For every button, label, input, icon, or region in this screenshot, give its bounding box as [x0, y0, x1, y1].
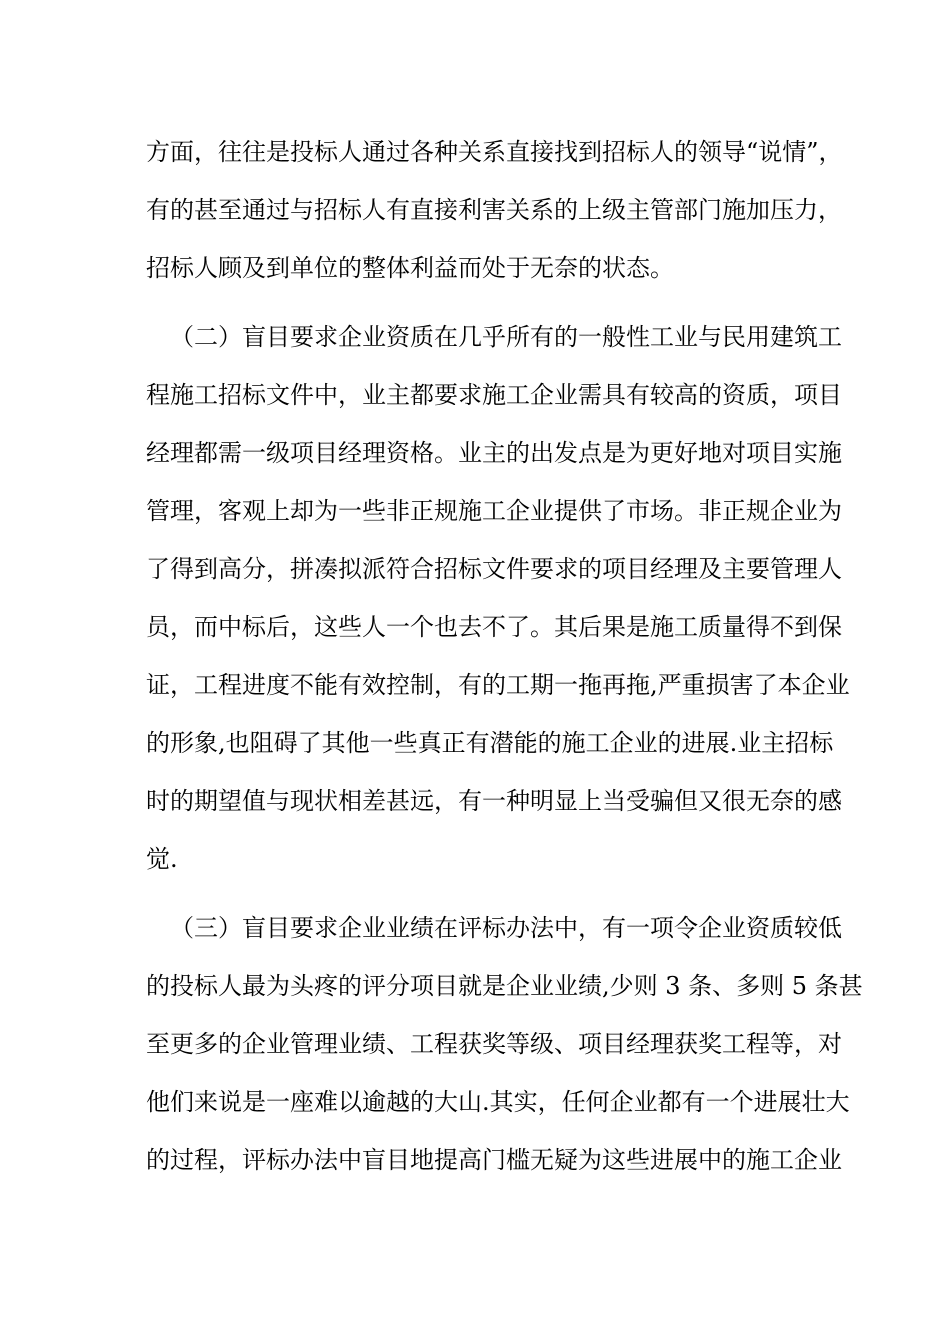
text-line: 了得到高分，拼凑拟派符合招标文件要求的项目经理及主要管理人: [146, 555, 842, 583]
text-line: 的过程，评标办法中盲目地提高门槛无疑为这些进展中的施工企业: [146, 1146, 842, 1174]
text-line: （二）盲目要求企业资质在几乎所有的一般性工业与民用建筑工: [170, 323, 842, 351]
text-line: 招标人顾及到单位的整体利益而处于无奈的状态。: [146, 254, 674, 282]
text-line: 管理，客观上却为一些非正规施工企业提供了市场。非正规企业为: [146, 497, 842, 525]
text-line: 员，而中标后，这些人一个也去不了。其后果是施工质量得不到保: [146, 613, 842, 641]
text-line: 的投标人最为头疼的评分项目就是企业业绩,少则 3 条、多则 5 条甚: [146, 972, 863, 1000]
text-line: （三）盲目要求企业业绩在评标办法中，有一项令企业资质较低: [170, 914, 842, 942]
text-line: 的形象,也阻碍了其他一些真正有潜能的施工企业的进展.业主招标: [146, 729, 834, 757]
text-line: 他们来说是一座难以逾越的大山.其实，任何企业都有一个进展壮大: [146, 1088, 850, 1116]
text-line: 程施工招标文件中，业主都要求施工企业需具有较高的资质，项目: [146, 381, 842, 409]
text-line: 证，工程进度不能有效控制，有的工期一拖再拖,严重损害了本企业: [146, 671, 850, 699]
text-line: 方面，往往是投标人通过各种关系直接找到招标人的领导“说情”，: [146, 138, 843, 166]
text-line: 有的甚至通过与招标人有直接利害关系的上级主管部门施加压力，: [146, 196, 842, 224]
text-line: 至更多的企业管理业绩、工程获奖等级、项目经理获奖工程等，对: [146, 1030, 842, 1058]
text-line: 经理都需一级项目经理资格。业主的出发点是为更好地对项目实施: [146, 439, 842, 467]
text-line: 觉.: [146, 845, 178, 873]
text-line: 时的期望值与现状相差甚远，有一种明显上当受骗但又很无奈的感: [146, 787, 842, 815]
